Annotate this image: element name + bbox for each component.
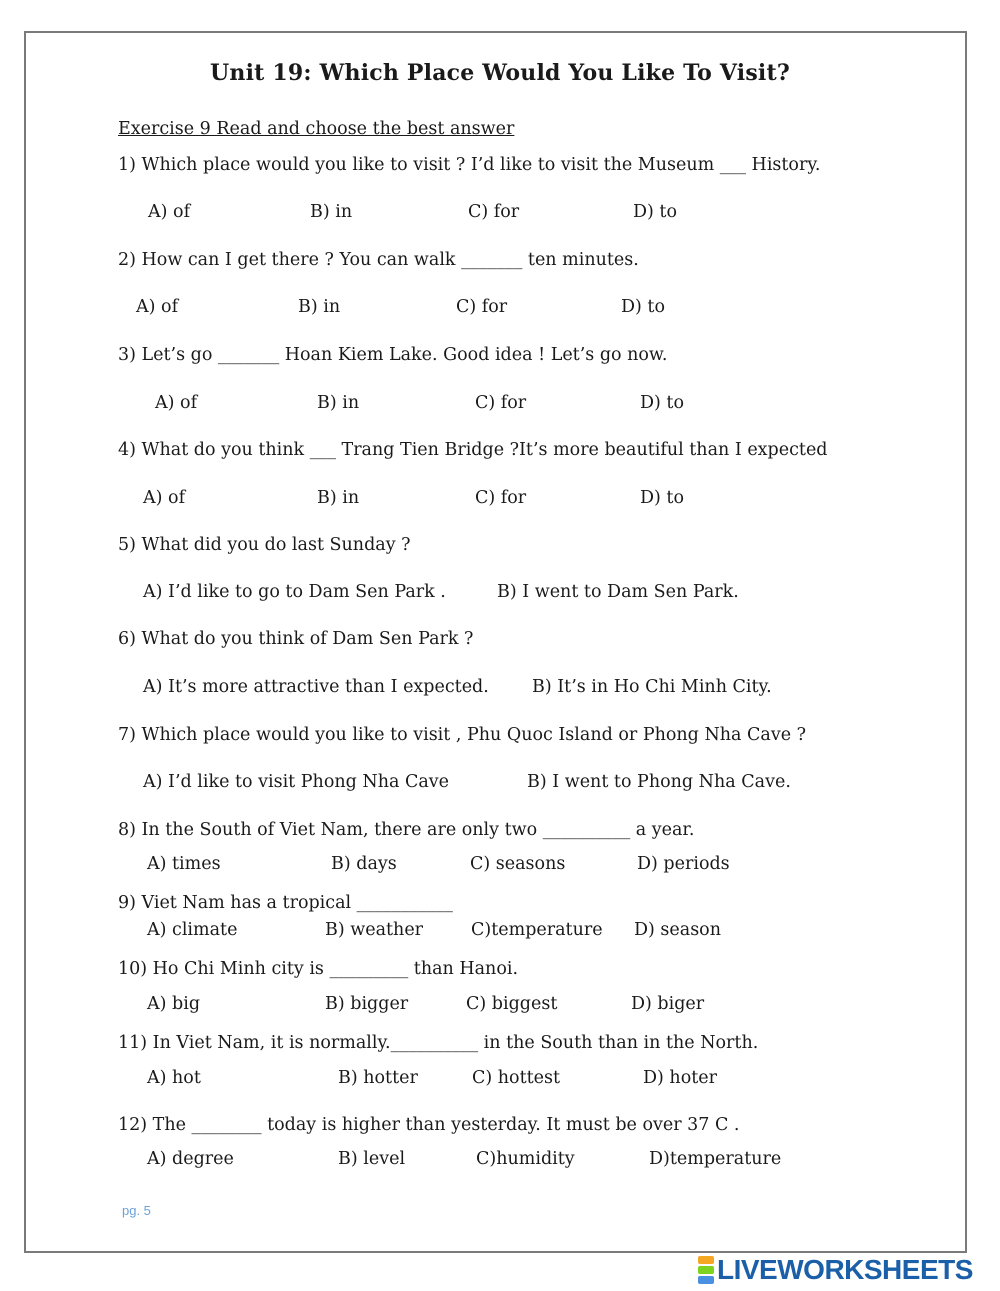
q12-option-c[interactable]: C)humidity <box>476 1149 575 1169</box>
q9-option-c[interactable]: C)temperature <box>471 920 603 940</box>
q3-option-b[interactable]: B) in <box>317 393 360 413</box>
q11-option-b[interactable]: B) hotter <box>338 1068 418 1088</box>
question-11: 11) In Viet Nam, it is normally.__________ in the South than in the North. <box>118 1033 759 1053</box>
q8-option-c[interactable]: C) seasons <box>470 854 566 874</box>
q10-option-c[interactable]: C) biggest <box>466 994 558 1014</box>
q12-option-b[interactable]: B) level <box>338 1149 406 1169</box>
q9-option-b[interactable]: B) weather <box>325 920 424 940</box>
logo-blocks-icon <box>698 1255 714 1285</box>
q5-option-a[interactable]: A) I’d like to go to Dam Sen Park . <box>143 582 446 602</box>
q4-option-c[interactable]: C) for <box>475 488 527 508</box>
question-10: 10) Ho Chi Minh city is _________ than Hanoi. <box>118 959 519 979</box>
q11-option-a[interactable]: A) hot <box>147 1068 201 1088</box>
q2-option-d[interactable]: D) to <box>621 297 665 317</box>
q4-option-d[interactable]: D) to <box>640 488 684 508</box>
q9-option-a[interactable]: A) climate <box>147 920 238 940</box>
q9-option-d[interactable]: D) season <box>634 920 721 940</box>
exercise-instruction: Exercise 9 Read and choose the best answer <box>118 119 515 139</box>
question-4: 4) What do you think ___ Trang Tien Bridge ?It’s more beautiful than I expected <box>118 440 828 460</box>
q4-option-a[interactable]: A) of <box>143 488 186 508</box>
question-7: 7) Which place would you like to visit , Phu Quoc Island or Phong Nha Cave ? <box>118 725 807 745</box>
question-8: 8) In the South of Viet Nam, there are only two __________ a year. <box>118 820 695 840</box>
q3-option-a[interactable]: A) of <box>155 393 198 413</box>
liveworksheets-logo <box>698 1255 973 1285</box>
q6-option-b[interactable]: B) It’s in Ho Chi Minh City. <box>532 677 772 697</box>
q11-option-d[interactable]: D) hoter <box>643 1068 717 1088</box>
q12-option-d[interactable]: D)temperature <box>649 1149 782 1169</box>
page-number: pg. 5 <box>122 1203 151 1218</box>
q4-option-b[interactable]: B) in <box>317 488 360 508</box>
q6-option-a[interactable]: A) It’s more attractive than I expected. <box>143 677 489 697</box>
q10-option-b[interactable]: B) bigger <box>325 994 409 1014</box>
question-1: 1) Which place would you like to visit ? I’d like to visit the Museum ___ History. <box>118 155 821 175</box>
q10-option-a[interactable]: A) big <box>147 994 201 1014</box>
q1-option-c[interactable]: C) for <box>468 202 520 222</box>
question-3: 3) Let’s go _______ Hoan Kiem Lake. Good idea ! Let’s go now. <box>118 345 668 365</box>
q8-option-d[interactable]: D) periods <box>637 854 730 874</box>
q11-option-c[interactable]: C) hottest <box>472 1068 561 1088</box>
q5-option-b[interactable]: B) I went to Dam Sen Park. <box>497 582 739 602</box>
question-2: 2) How can I get there ? You can walk _______ ten minutes. <box>118 250 639 270</box>
q2-option-b[interactable]: B) in <box>298 297 341 317</box>
q7-option-a[interactable]: A) I’d like to visit Phong Nha Cave <box>143 772 450 792</box>
q8-option-b[interactable]: B) days <box>331 854 397 874</box>
q12-option-a[interactable]: A) degree <box>147 1149 234 1169</box>
logo-text: LIVEWORKSHEETS <box>717 1254 973 1285</box>
q10-option-d[interactable]: D) biger <box>631 994 705 1014</box>
page-title: Unit 19: Which Place Would You Like To Visit? <box>210 60 790 86</box>
question-9: 9) Viet Nam has a tropical ___________ <box>118 893 453 913</box>
q3-option-d[interactable]: D) to <box>640 393 684 413</box>
question-12: 12) The ________ today is higher than yesterday. It must be over 37 C . <box>118 1115 740 1135</box>
q1-option-a[interactable]: A) of <box>148 202 191 222</box>
q1-option-b[interactable]: B) in <box>310 202 353 222</box>
q1-option-d[interactable]: D) to <box>633 202 677 222</box>
q3-option-c[interactable]: C) for <box>475 393 527 413</box>
q2-option-a[interactable]: A) of <box>136 297 179 317</box>
question-6: 6) What do you think of Dam Sen Park ? <box>118 629 474 649</box>
q7-option-b[interactable]: B) I went to Phong Nha Cave. <box>527 772 791 792</box>
question-5: 5) What did you do last Sunday ? <box>118 535 411 555</box>
q2-option-c[interactable]: C) for <box>456 297 508 317</box>
q8-option-a[interactable]: A) times <box>147 854 221 874</box>
